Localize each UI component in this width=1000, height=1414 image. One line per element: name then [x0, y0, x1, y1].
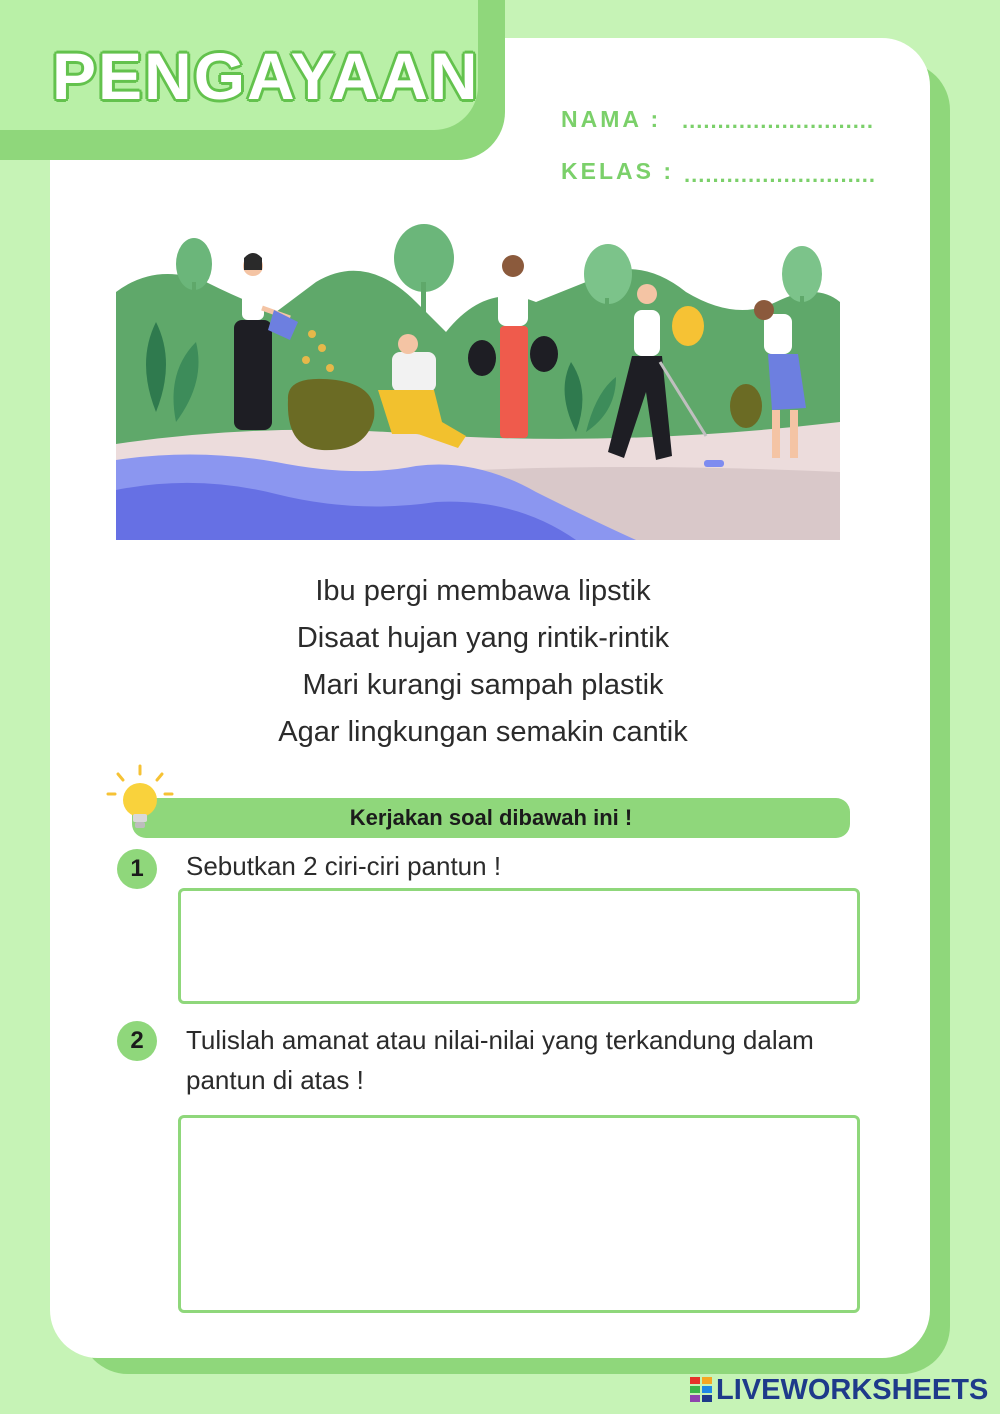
page-title: PENGAYAAN [52, 39, 480, 113]
question-number-1: 1 [117, 849, 157, 889]
pantun-poem [150, 568, 816, 756]
question-number-2: 2 [117, 1021, 157, 1061]
question-1-text: Sebutkan 2 ciri-ciri pantun ! [186, 851, 502, 881]
poem-line: Agar lingkungan semakin cantik [278, 716, 688, 748]
answer-box-1[interactable] [178, 888, 860, 1004]
brand-name: LIVEWORKSHEETS [716, 1373, 989, 1406]
lightbulb-icon [104, 764, 176, 836]
nama-field[interactable]: ........................... [682, 108, 875, 133]
liveworksheets-logo-icon [690, 1377, 712, 1403]
kelas-field[interactable]: ........................... [684, 162, 877, 187]
kelas-label: KELAS : [561, 158, 674, 184]
question-2-text: Tulislah amanat atau nilai-nilai yang terkandung dalam pantun di atas ! [186, 1025, 814, 1095]
poem-line: Ibu pergi membawa lipstik [315, 575, 651, 607]
beach-cleanup-illustration [116, 222, 840, 540]
liveworksheets-logo[interactable] [690, 1372, 988, 1408]
nama-label: NAMA : [561, 106, 662, 132]
poem-line: Mari kurangi sampah plastik [302, 669, 664, 701]
answer-box-2[interactable] [178, 1115, 860, 1313]
poem-line: Disaat hujan yang rintik-rintik [296, 622, 670, 654]
instruction-banner: Kerjakan soal dibawah ini ! [132, 798, 850, 838]
